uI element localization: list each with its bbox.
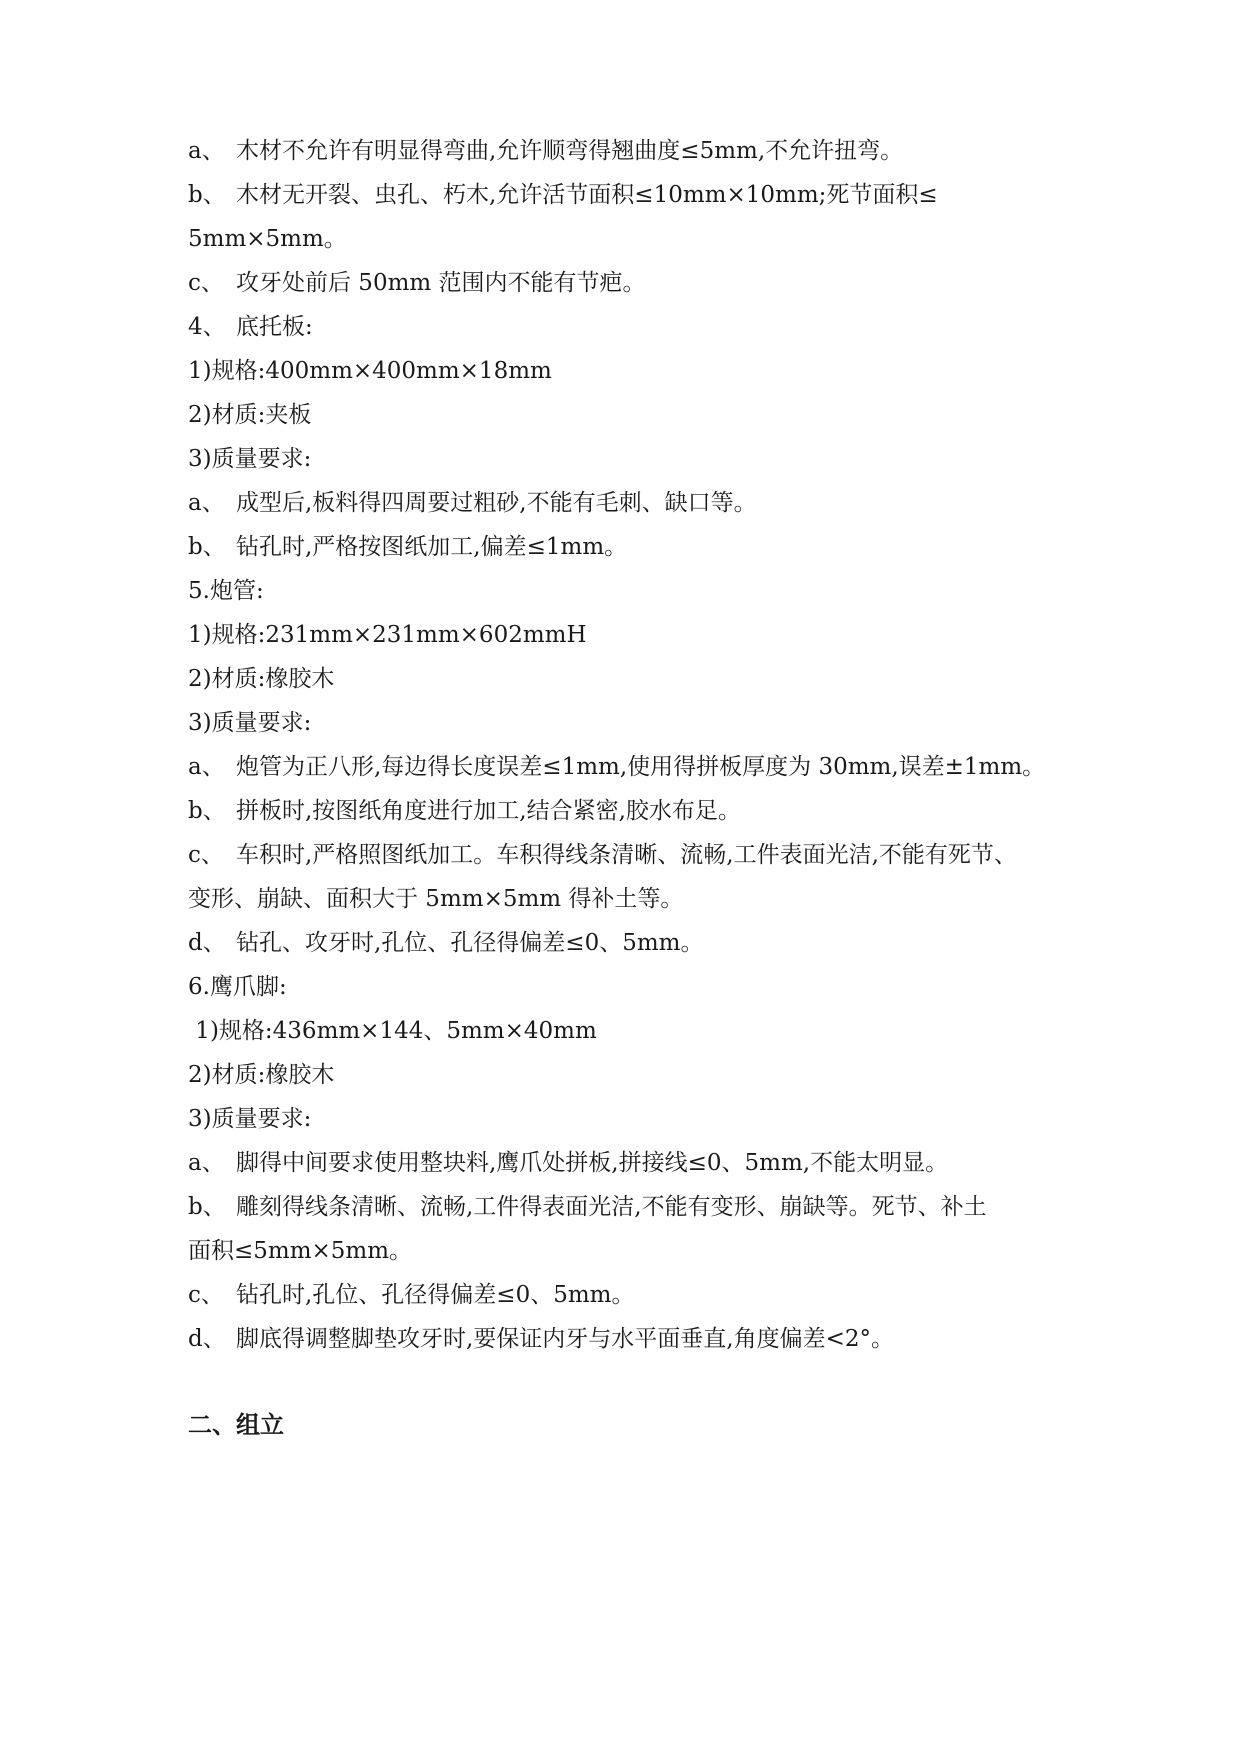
text-line: [188, 752, 1121, 782]
line-text: 1)规格:231mm×231mm×602mmH: [188, 622, 587, 648]
line-marker: c、: [188, 270, 224, 296]
text-line: [188, 400, 1121, 430]
text-line: [188, 224, 1121, 254]
line-text: 攻牙处前后 50mm 范围内不能有节疤。: [236, 270, 646, 296]
line-text: 1)规格:400mm×400mm×18mm: [188, 358, 552, 384]
line-marker: a、: [188, 490, 225, 516]
text-line: [188, 268, 1121, 298]
text-line: [188, 1148, 1121, 1178]
line-text: 钻孔时,孔位、孔径得偏差≤0、5mm。: [236, 1282, 635, 1308]
line-marker: b、: [188, 798, 226, 824]
line-text: 3)质量要求:: [188, 446, 312, 472]
line-text: 6.鹰爪脚:: [188, 974, 287, 1000]
text-line: [188, 1324, 1121, 1354]
line-text: 拼板时,按图纸角度进行加工,结合紧密,胶水布足。: [236, 798, 741, 824]
line-text: 底托板:: [236, 314, 313, 340]
section-heading: 二、组立: [188, 1410, 284, 1439]
text-line: [188, 488, 1121, 518]
text-line: [188, 576, 1121, 606]
line-text: 脚得中间要求使用整块料,鹰爪处拼板,拼接线≤0、5mm,不能太明显。: [236, 1150, 949, 1176]
line-text: 1)规格:436mm×144、5mm×40mm: [188, 1018, 597, 1044]
text-line: [188, 356, 1121, 386]
text-line: [188, 884, 1121, 914]
line-text: 钻孔时,严格按图纸加工,偏差≤1mm。: [236, 534, 628, 560]
line-text: 5mm×5mm。: [188, 226, 347, 252]
text-line: [188, 532, 1121, 562]
text-line: [188, 840, 1121, 870]
text-line: [188, 180, 1121, 210]
line-marker: b、: [188, 534, 226, 560]
line-marker: d、: [188, 1326, 226, 1352]
line-text: 炮管为正八形,每边得长度误差≤1mm,使用得拼板厚度为 30mm,误差±1mm。: [236, 754, 1046, 780]
line-text: 雕刻得线条清晰、流畅,工件得表面光洁,不能有变形、崩缺等。死节、补土: [236, 1194, 987, 1220]
text-line: [188, 1236, 1121, 1266]
text-line: [188, 1016, 1121, 1046]
text-line: [188, 620, 1121, 650]
line-marker: c、: [188, 842, 224, 868]
line-marker: 4、: [188, 314, 226, 340]
text-line: [188, 1060, 1121, 1090]
line-text: 3)质量要求:: [188, 710, 312, 736]
line-text: 5.炮管:: [188, 578, 264, 604]
line-text: 2)材质:夹板: [188, 402, 312, 428]
text-line: [188, 1280, 1121, 1310]
line-text: 车积时,严格照图纸加工。车积得线条清晰、流畅,工件表面光洁,不能有死节、: [236, 842, 1017, 868]
line-marker: a、: [188, 1150, 225, 1176]
line-text: 2)材质:橡胶木: [188, 1062, 335, 1088]
line-marker: b、: [188, 1194, 226, 1220]
line-text: 成型后,板料得四周要过粗砂,不能有毛刺、缺口等。: [236, 490, 757, 516]
line-text: 木材无开裂、虫孔、朽木,允许活节面积≤10mm×10mm;死节面积≤: [236, 182, 938, 208]
text-line: [188, 928, 1121, 958]
line-text: 面积≤5mm×5mm。: [188, 1238, 413, 1264]
text-line: [188, 312, 1121, 342]
text-line: [188, 664, 1121, 694]
text-line: [188, 972, 1121, 1002]
line-text: 钻孔、攻牙时,孔位、孔径得偏差≤0、5mm。: [236, 930, 704, 956]
line-marker: a、: [188, 754, 225, 780]
text-line: [188, 1192, 1121, 1222]
line-marker: d、: [188, 930, 226, 956]
line-text: 3)质量要求:: [188, 1106, 312, 1132]
line-marker: a、: [188, 138, 225, 164]
text-line: [188, 444, 1121, 474]
line-marker: b、: [188, 182, 226, 208]
line-text: 变形、崩缺、面积大于 5mm×5mm 得补土等。: [188, 886, 684, 912]
line-text: 木材不允许有明显得弯曲,允许顺弯得翘曲度≤5mm,不允许扭弯。: [236, 138, 904, 164]
line-text: 2)材质:橡胶木: [188, 666, 335, 692]
text-line: [188, 796, 1121, 826]
line-text: 脚底得调整脚垫攻牙时,要保证内牙与水平面垂直,角度偏差<2°。: [236, 1326, 895, 1352]
text-line: [188, 1104, 1121, 1134]
text-line: [188, 708, 1121, 738]
line-marker: c、: [188, 1282, 224, 1308]
text-line: [188, 136, 1121, 166]
